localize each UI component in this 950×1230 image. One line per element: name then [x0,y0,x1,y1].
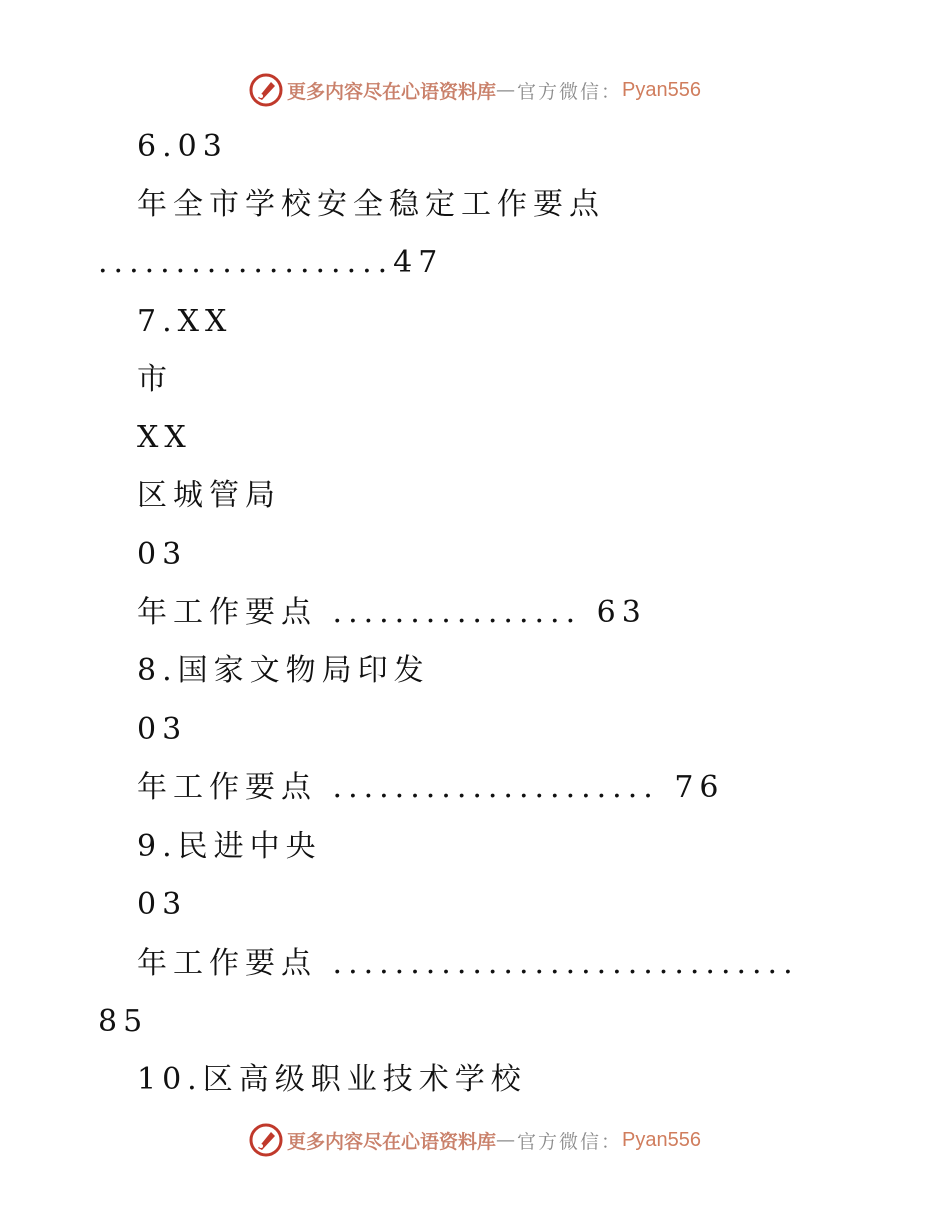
toc-line-number: 7.XX [137,304,233,339]
toc-line-number: 03 [137,712,188,747]
quill-logo-icon [249,73,283,107]
watermark-header [0,70,950,110]
watermark-official: 官方微信： [517,80,623,103]
toc-line-title-page: 年工作要点 ..................... 76 [137,770,725,805]
watermark-separator: — [496,79,518,101]
watermark-text: 更多内容尽在心语资料库 [287,80,497,103]
toc-line-title: 9.民进中央 [137,829,322,864]
toc-line-title: 区城管局 [137,478,281,513]
toc-line-page: 85 [98,1004,149,1039]
toc-line-number: 6.03 [137,129,228,164]
toc-line-title: 10.区高级职业技术学校 [137,1062,527,1097]
watermark-footer [0,1120,950,1160]
toc-line-title: 市 [137,362,173,397]
watermark-separator: — [496,1129,518,1151]
watermark-text: 更多内容尽在心语资料库 [287,1130,497,1153]
toc-line-number: 03 [137,887,188,922]
toc-line-title: XX [137,420,192,455]
toc-line-title-page: 年工作要点 ................ 63 [137,595,647,630]
watermark-wechat-id: Pyan556 [622,1128,701,1151]
toc-line-title-leader: 年工作要点 .............................. [137,946,799,981]
watermark-wechat-id: Pyan556 [622,78,701,101]
watermark-official: 官方微信： [517,1130,623,1153]
quill-logo-icon [249,1123,283,1157]
toc-line-leader-page: ...................47 [98,245,444,280]
toc-line-title: 年全市学校安全稳定工作要点 [137,187,605,222]
toc-line-title: 8.国家文物局印发 [137,653,430,688]
toc-line-number: 03 [137,537,188,572]
